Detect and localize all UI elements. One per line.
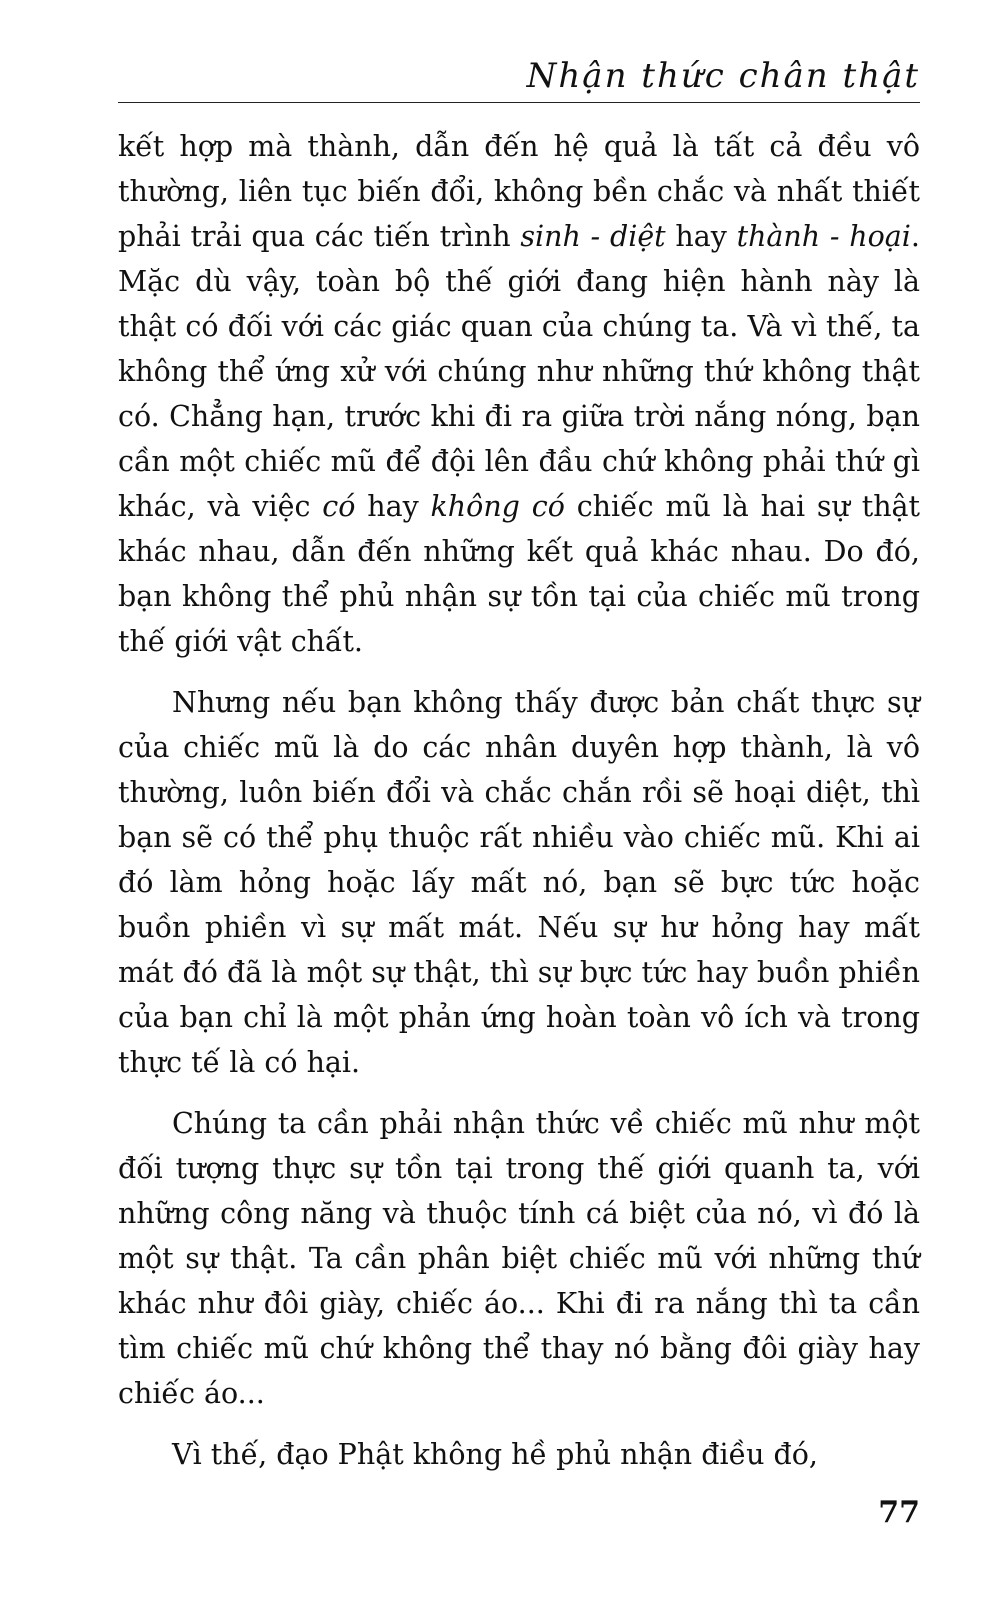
paragraph-2 bbox=[118, 680, 920, 1085]
text-segment: hay bbox=[355, 490, 431, 523]
italic-segment: thành - hoại bbox=[736, 220, 911, 253]
text-segment: Chúng ta cần phải nhận thức về chiếc mũ như một đối tượng thực sự tồn tại trong thế giới quanh ta, với những công năng và thuộc tính cá biệt của nó, vì đó là một sự thật. Ta cần phân biệt chiếc mũ với những thứ khác như đôi giày, chiếc áo... Khi đi ra nắng thì ta cần tìm chiếc mũ chứ không thể thay nó bằng đôi giày hay chiếc áo... bbox=[118, 1107, 920, 1410]
paragraph-1 bbox=[118, 124, 920, 664]
italic-segment: có bbox=[322, 490, 356, 523]
body-text bbox=[118, 124, 920, 1477]
text-segment: . Mặc dù vậy, toàn bộ thế giới đang hiện hành này là thật có đối với các giác quan của chúng ta. Và vì thế, ta không thể ứng xử với chúng như những thứ không thật có. Chẳng hạn, trước khi đi ra giữa trời nắng nóng, bạn cần một chiếc mũ để đội lên đầu chứ không phải thứ gì khác, và việc bbox=[118, 220, 920, 523]
paragraph-4 bbox=[118, 1432, 920, 1477]
text-segment: kết hợp mà thành, dẫn đến hệ quả là tất cả đều vô thường, liên tục biến đổi, không bền chắc và nhất thiết phải trải qua các tiến trình bbox=[118, 130, 920, 253]
italic-segment: sinh - diệt bbox=[520, 220, 666, 253]
text-segment: hay bbox=[665, 220, 737, 253]
italic-segment: không có bbox=[430, 490, 565, 523]
page-number: 77 bbox=[878, 1495, 920, 1530]
text-segment: chiếc mũ là hai sự thật khác nhau, dẫn đến những kết quả khác nhau. Do đó, bạn không thể phủ nhận sự tồn tại của chiếc mũ trong thế giới vật chất. bbox=[118, 490, 920, 658]
text-segment: Nhưng nếu bạn không thấy được bản chất thực sự của chiếc mũ là do các nhân duyên hợp thành, là vô thường, luôn biến đổi và chắc chắn rồi sẽ hoại diệt, thì bạn sẽ có thể phụ thuộc rất nhiều vào chiếc mũ. Khi ai đó làm hỏng hoặc lấy mất nó, bạn sẽ bực tức hoặc buồn phiền vì sự mất mát. Nếu sự hư hỏng hay mất mát đó đã là một sự thật, thì sự bực tức hay buồn phiền của bạn chỉ là một phản ứng hoàn toàn vô ích và trong thực tế là có hại. bbox=[118, 686, 920, 1079]
running-title: Nhận thức chân thật bbox=[526, 56, 920, 96]
text-segment: Vì thế, đạo Phật không hề phủ nhận điều đó, bbox=[172, 1438, 818, 1471]
page-header bbox=[118, 52, 920, 103]
paragraph-3 bbox=[118, 1101, 920, 1416]
